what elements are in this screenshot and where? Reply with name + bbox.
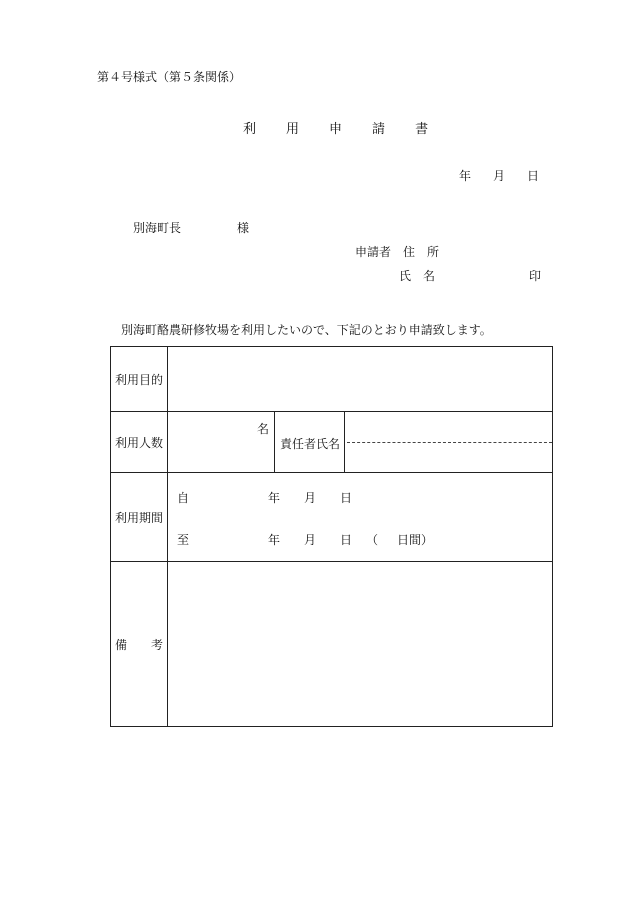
purpose-label: 利用目的 bbox=[111, 347, 168, 411]
title-char: 書 bbox=[415, 122, 429, 137]
remarks-label: 備 考 bbox=[111, 562, 168, 726]
period-to-month: 月 bbox=[304, 533, 317, 547]
responsible-label: 責任者氏名 bbox=[280, 437, 341, 451]
divider bbox=[344, 412, 345, 472]
application-table bbox=[110, 346, 553, 727]
period-days: 日間） bbox=[397, 533, 434, 547]
title-char: 申 bbox=[329, 122, 343, 137]
divider bbox=[274, 412, 275, 472]
responsible-name-field[interactable] bbox=[347, 442, 552, 443]
purpose-row bbox=[111, 347, 552, 411]
period-from-label: 自 bbox=[177, 491, 190, 505]
period-to-year: 年 bbox=[268, 533, 281, 547]
seal-mark: 印 bbox=[529, 269, 542, 283]
date-day: 日 bbox=[527, 169, 540, 183]
remarks-row bbox=[111, 561, 552, 726]
applicant-name-label: 氏 名 bbox=[399, 269, 436, 283]
title-char: 請 bbox=[372, 122, 386, 137]
date-year: 年 bbox=[459, 169, 472, 183]
document-title bbox=[243, 118, 428, 137]
period-to-label: 至 bbox=[177, 533, 190, 547]
intro-text: 別海町酪農研修牧場を利用したいので、下記のとおり申請致します。 bbox=[121, 323, 492, 337]
date-line bbox=[459, 167, 539, 184]
applicant-address-label: 申請者 住 所 bbox=[355, 245, 440, 259]
addressee-name: 別海町長 bbox=[133, 221, 182, 235]
purpose-field[interactable] bbox=[168, 347, 552, 411]
count-unit: 名 bbox=[257, 422, 270, 436]
title-char: 利 bbox=[243, 122, 257, 137]
remarks-field[interactable] bbox=[168, 562, 552, 726]
date-month: 月 bbox=[493, 169, 506, 183]
count-label: 利用人数 bbox=[111, 412, 168, 472]
addressee-honorific: 様 bbox=[237, 221, 250, 235]
period-from-year: 年 bbox=[268, 491, 281, 505]
period-paren-open: （ bbox=[366, 533, 379, 547]
period-from-day: 日 bbox=[340, 491, 353, 505]
count-row bbox=[111, 411, 552, 472]
title-char: 用 bbox=[286, 122, 300, 137]
period-row bbox=[111, 472, 552, 561]
form-number-label: 第４号様式（第５条関係） bbox=[97, 70, 242, 84]
period-to-day: 日 bbox=[340, 533, 353, 547]
period-label: 利用期間 bbox=[111, 473, 168, 561]
period-from-month: 月 bbox=[304, 491, 317, 505]
